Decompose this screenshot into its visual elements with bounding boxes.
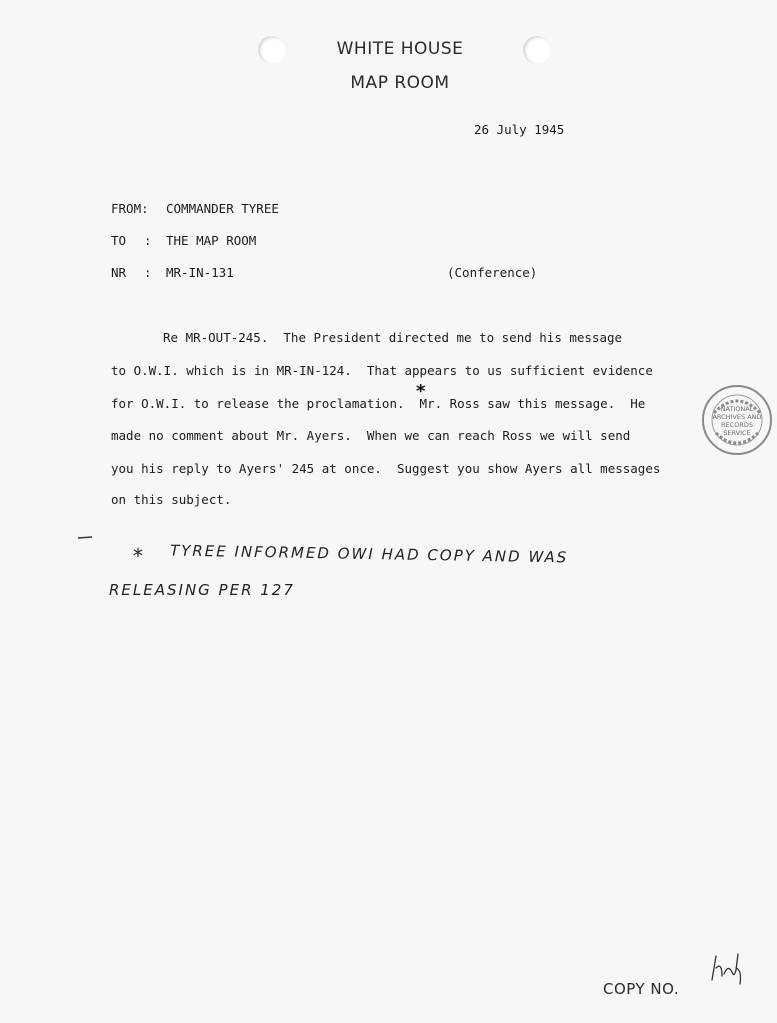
margin-tick-mark — [78, 536, 92, 539]
handwritten-note-line-1: TYREE INFORMED OWI HAD COPY AND WAS — [169, 541, 569, 567]
from-value: COMMANDER TYREE — [166, 201, 279, 216]
stamp-inner-text: NATIONAL ARCHIVES AND RECORDS SERVICE — [712, 405, 762, 437]
to-separator: : — [144, 233, 152, 248]
copy-number-label: COPY NO. — [603, 980, 680, 998]
letterhead-white-house: WHITE HOUSE — [336, 39, 464, 59]
from-label: FROM: — [111, 201, 149, 216]
nr-value: MR-IN-131 — [166, 265, 234, 280]
archives-stamp — [700, 383, 774, 457]
body-line-1: Re MR-OUT-245. The President directed me to send his message — [163, 330, 623, 345]
footnote-asterisk: * — [416, 381, 426, 402]
to-value: THE MAP ROOM — [166, 233, 257, 248]
nr-separator: : — [144, 265, 152, 280]
handwritten-initials — [708, 950, 748, 990]
letterhead-map-room: MAP ROOM — [350, 73, 450, 93]
body-line-2: to O.W.I. which is in MR-IN-124. That appears to us sufficient evidence — [111, 363, 653, 378]
body-line-4: made no comment about Mr. Ayers. When we can reach Ross we will send — [111, 428, 631, 443]
handwritten-note-line-2: RELEASING PER 127 — [109, 581, 295, 599]
body-line-5: you his reply to Ayers' 245 at once. Suggest you show Ayers all messages — [111, 461, 661, 476]
nr-label: NR — [111, 265, 127, 280]
body-line-6: on this subject. — [111, 492, 232, 507]
document-date: 26 July 1945 — [474, 122, 565, 137]
to-label: TO — [111, 233, 127, 248]
classification-label: (Conference) — [447, 265, 538, 280]
body-line-3: for O.W.I. to release the proclamation. Mr. Ross saw this message. He — [111, 396, 646, 411]
handwritten-asterisk: * — [133, 544, 145, 568]
